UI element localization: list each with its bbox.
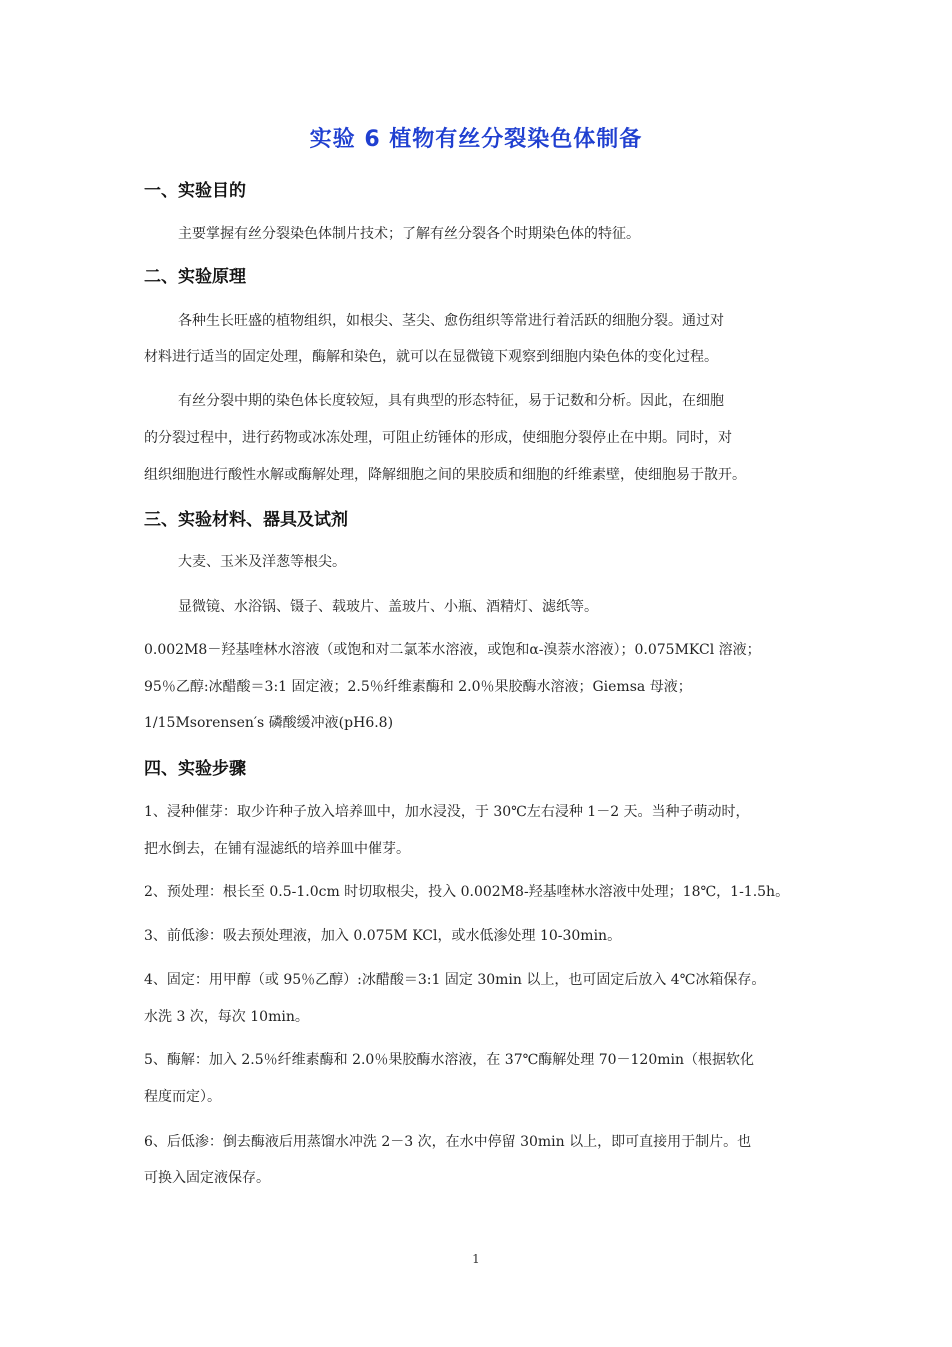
step-line: 4、固定：用甲醇（或 95％乙醇）:冰醋酸＝3:1 固定 30min 以上，也可固定后放入 4℃冰箱保存。: [144, 972, 766, 988]
step-line: 把水倒去，在铺有湿滤纸的培养皿中催芽。: [144, 841, 410, 857]
step-line: 程度而定）。: [144, 1089, 221, 1105]
paragraph-line: 95％乙醇:冰醋酸＝3:1 固定液；2.5％纤维素酶和 2.0％果胶酶水溶液；Giemsa 母液；: [144, 679, 692, 695]
page-number: 1: [472, 1252, 480, 1266]
paragraph-line: 组织细胞进行酸性水解或酶解处理，降解细胞之间的果胶质和细胞的纤维素壁，使细胞易于散开。: [144, 467, 746, 483]
step-line: 水洗 3 次，每次 10min。: [144, 1009, 309, 1025]
section-heading-purpose: 一、实验目的: [144, 181, 246, 201]
paragraph-line: 有丝分裂中期的染色体长度较短，具有典型的形态特征，易于记数和分析。因此，在细胞: [178, 393, 724, 409]
section-heading-materials: 三、实验材料、器具及试剂: [144, 510, 348, 530]
paragraph-line: 显微镜、水浴锅、镊子、载玻片、盖玻片、小瓶、酒精灯、滤纸等。: [178, 599, 598, 615]
step-line: 1、浸种催芽：取少许种子放入培养皿中，加水浸没，于 30℃左右浸种 1－2 天。当种子萌动时，: [144, 804, 750, 820]
document-title: 实验 6 植物有丝分裂染色体制备: [309, 127, 643, 152]
paragraph-line: 的分裂过程中，进行药物或冰冻处理，可阻止纺锤体的形成，使细胞分裂停止在中期。同时，对: [144, 430, 732, 446]
section-heading-procedure: 四、实验步骤: [144, 759, 246, 779]
paragraph-line: 各种生长旺盛的植物组织，如根尖、茎尖、愈伤组织等常进行着活跃的细胞分裂。通过对: [178, 313, 724, 329]
paragraph-line: 大麦、玉米及洋葱等根尖。: [178, 554, 346, 570]
step-line: 2、预处理：根长至 0.5-1.0cm 时切取根尖，投入 0.002M8-羟基喹林水溶液中处理；18℃，1-1.5h。: [144, 884, 790, 900]
paragraph-line: 0.002M8－羟基喹林水溶液（或饱和对二氯苯水溶液，或饱和α-溴萘水溶液）；0.075MKCl 溶液；: [144, 642, 761, 658]
paragraph-line: 1/15Msorensen′s 磷酸缓冲液(pH6.8): [144, 715, 394, 731]
step-line: 6、后低渗：倒去酶液后用蒸馏水冲洗 2－3 次，在水中停留 30min 以上，即可直接用于制片。也: [144, 1134, 752, 1150]
step-line: 3、前低渗：吸去预处理液，加入 0.075M KCl，或水低渗处理 10-30min。: [144, 928, 622, 944]
step-line: 5、酶解：加入 2.5％纤维素酶和 2.0％果胶酶水溶液，在 37℃酶解处理 70－120min（根据软化: [144, 1052, 755, 1068]
paragraph-line: 材料进行适当的固定处理，酶解和染色，就可以在显微镜下观察到细胞内染色体的变化过程。: [144, 349, 718, 365]
step-line: 可换入固定液保存。: [144, 1170, 270, 1186]
paragraph-purpose: 主要掌握有丝分裂染色体制片技术；了解有丝分裂各个时期染色体的特征。: [178, 226, 640, 242]
section-heading-principle: 二、实验原理: [144, 267, 246, 287]
